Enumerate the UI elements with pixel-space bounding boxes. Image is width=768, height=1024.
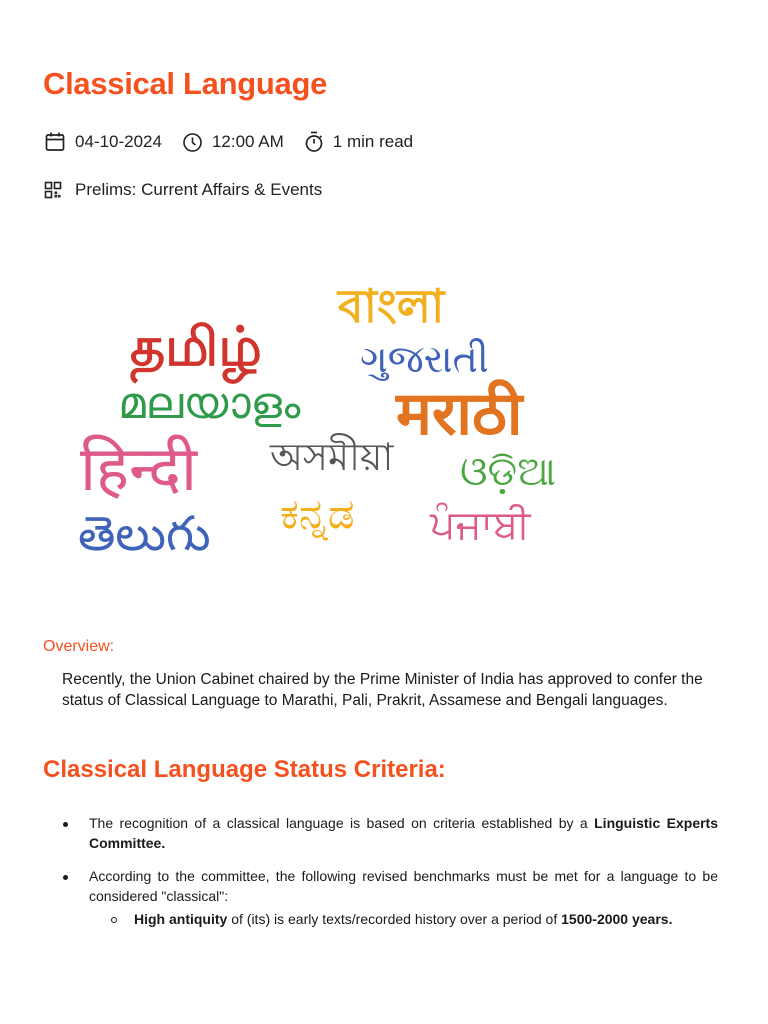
sub-1-text: of (its) is early texts/recorded history over a period of — [227, 911, 562, 927]
meta-date — [44, 131, 162, 153]
bullet-2-text: According to the committee, the following revised benchmarks must be met for a language to be considered "classical": — [89, 868, 718, 904]
benchmark-sublist — [89, 910, 718, 930]
overview-label: Overview: — [43, 638, 115, 655]
sub-1-bold-a: High antiquity — [134, 911, 228, 927]
script-assamese: অসমীয়া — [270, 435, 394, 479]
category-grid-icon — [44, 181, 62, 199]
script-malayalam: മലയാളം — [118, 378, 301, 429]
hero-image-language-wordcloud — [70, 280, 590, 570]
script-tamil: தமிழ் — [130, 315, 262, 378]
script-telugu: తెలుగు — [78, 506, 211, 562]
calendar-icon — [44, 131, 66, 153]
bullet-1-bold: Linguistic Experts Committee. — [89, 815, 719, 851]
clock-icon — [182, 132, 203, 153]
script-punjabi: ਪੰਜਾਬੀ — [430, 502, 531, 548]
list-item — [60, 814, 718, 853]
date-text: 04-10-2024 — [75, 132, 162, 151]
criteria-heading: Classical Language Status Criteria: — [43, 756, 446, 783]
script-marathi: मराठी — [396, 379, 523, 449]
category-link[interactable] — [44, 180, 322, 200]
time-text: 12:00 AM — [211, 132, 284, 151]
stopwatch-icon — [304, 131, 324, 153]
script-kannada: ಕನ್ನಡ — [280, 489, 355, 538]
overview-text: Recently, the Union Cabinet chaired by the Prime Minister of India has approved to confer the status of Classical Language to Marathi, Pali, Prakrit, Assamese and Bengali languages. — [62, 671, 703, 709]
sub-list-item — [89, 910, 718, 930]
page-title: Classical Language — [43, 66, 328, 101]
sub-1-bold-b: 1500-2000 years. — [561, 911, 673, 927]
script-gujarati: ગુજરાતી — [360, 337, 489, 381]
article-meta — [44, 131, 433, 153]
meta-read-time — [304, 131, 413, 153]
list-item — [60, 867, 718, 930]
category-text: Prelims: Current Affairs & Events — [75, 180, 323, 199]
meta-time — [182, 132, 284, 153]
criteria-list — [60, 814, 718, 944]
script-bengali: বাংলা — [338, 280, 445, 333]
script-hindi: हिन्दी — [80, 432, 198, 505]
script-odia: ଓଡ଼ିଆ — [460, 449, 556, 495]
bullet-1-text: The recognition of a classical language is based on criteria established by a — [89, 815, 595, 831]
read-time-text: 1 min read — [332, 132, 414, 151]
